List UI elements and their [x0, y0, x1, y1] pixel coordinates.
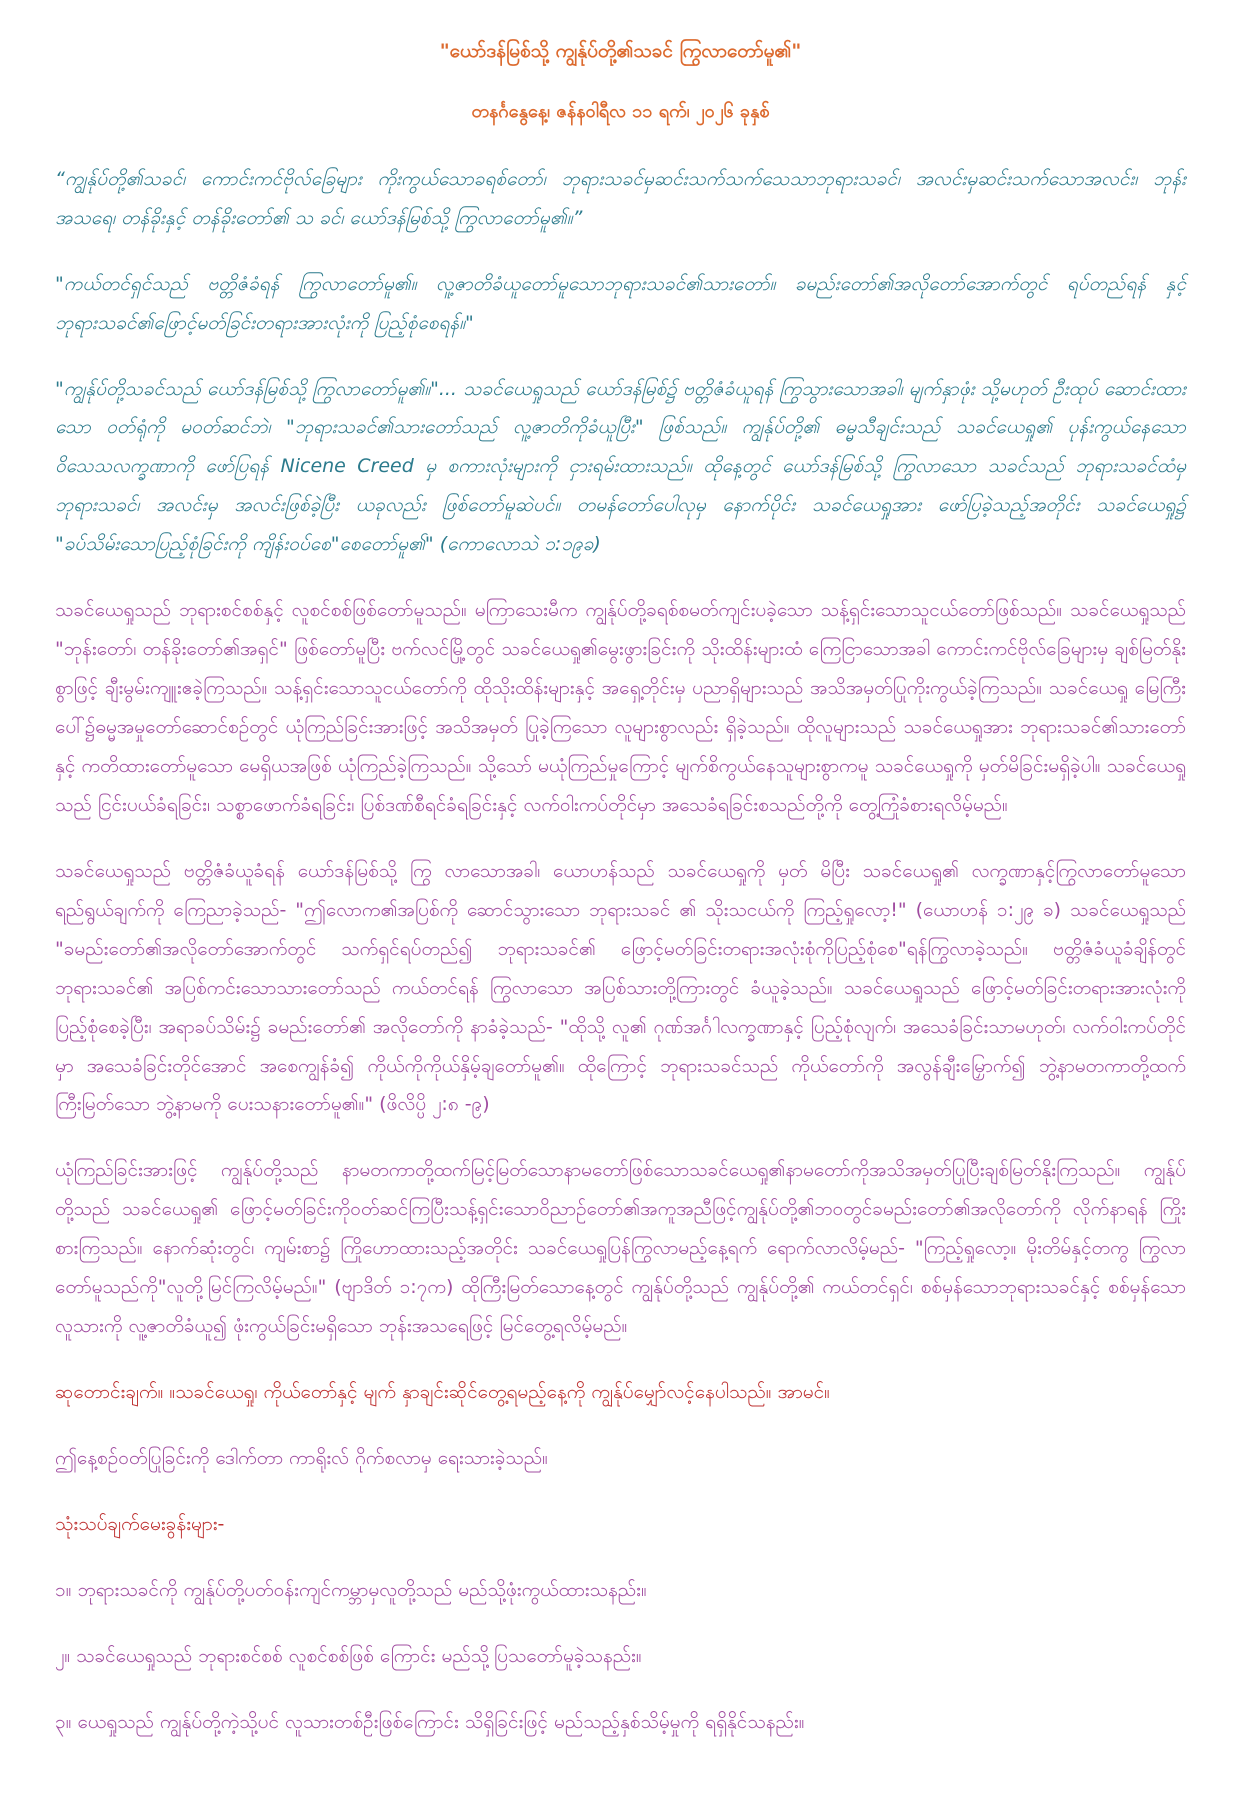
prayer-line: ဆုတောင်းချက်။ ။သခင်ယေရှု၊ ကိုယ်တော်နှင့် မျက် နှာချင်းဆိုင်တွေ့ရမည့်နေ့ကို ကျွန်ုပ်မျှော်လင့်နေပါသည်။ အာမင်။: [55, 1381, 830, 1404]
date-line: တနင်္ဂနွေနေ့၊ ဇန်နဝါရီလ ၁၁ ရက်၊ ၂၀၂၆ ခုနှစ်: [471, 100, 770, 122]
quote-paragraph: "ကယ်တင်ရှင်သည် ဗတ္တိဇံခံရန် ကြွလာတော်မူ၏။ လူ့ဇာတိခံယူတော်မူသောဘုရားသခင်၏သားတော်။ ခမည်းတော်၏အလိုတော်အောက်တွင် ရပ်တည်ရန် နှင့် ဘုရားသခင်၏ဖြောင့်မတ်ခြင်းတရားအားလုံးကို ပြည့်စုံစေရန်။": [55, 272, 1186, 334]
quote-paragraph: “ကျွန်ုပ်တို့၏သခင်၊ ကောင်းကင်ဗိုလ်ခြေများ ကိုးကွယ်သောခရစ်တော်၊ ဘုရားသခင်မှဆင်းသက်သက်သေသာဘုရားသခင်၊ အလင်းမှဆင်းသက်သောအလင်း၊ ဘုန်းအသရေ၊ တန်ခိုးနှင့် တန်ခိုးတော်၏ သ ခင်၊ ယော်ဒန်မြစ်သို့ ကြွလာတော်မူ၏။”: [55, 167, 1186, 229]
page-title: "ယော်ဒန်မြစ်သို့ ကျွန်ုပ်တို့၏သခင် ကြွလာတော်မူ၏": [439, 40, 802, 62]
body-paragraph: ယုံကြည်ခြင်းအားဖြင့် ကျွန်ုပ်တို့သည် နာမတကာတို့ထက်မြင့်မြတ်သောနာမတော်ဖြစ်သောသခင်ယေရှု၏နာမတော်ကိုအသိအမှတ်ပြုပြီးချစ်မြတ်နိုးကြသည်။ ကျွန်ုပ်တို့သည် သခင်ယေရှု၏ ဖြောင့်မတ်ခြင်းကိုဝတ်ဆင်ကြပြီးသန့်ရှင်းသောဝိညာဉ်တော်၏အကူအညီဖြင့်ကျွန်ုပ်တို့၏ဘဝတွင်ခမည်းတော်၏အလိုတော်ကို လိုက်နာရန် ကြိုး စားကြသည်။ နောက်ဆုံးတွင်၊ ကျမ်းစာ၌ ကြိုဟောထားသည့်အတိုင်း သခင်ယေရှုပြန်ကြွလာမည့်နေ့ရက် ရောက်လာလိမ့်မည်- "ကြည့်ရှုလော့။ မိုးတိမ်နှင့်တကွ ကြွလာတော်မူသည်ကို"လူတို့မြင်ကြလိမ့်မည်။" (ဗျာဒိတ် ၁:၇က) ထိုကြီးမြတ်သောနေ့တွင် ကျွန်ုပ်တို့သည် ကျွန်ုပ်တို့၏ ကယ်တင်ရှင်၊ စစ်မှန်သောဘုရားသခင်နှင့် စစ်မှန်သောလူသားကို လူ့ဇာတိခံယူ၍ ဖုံးကွယ်ခြင်းမရှိသော ဘုန်းအသရေဖြင့် မြင်တွေ့ရလိမ့်မည်။: [55, 1159, 1186, 1338]
author-line: ဤနေ့စဉ်ဝတ်ပြုခြင်းကို ဒေါက်တာ ကာရိုးလ် ဂိုက်စလာမှ ရေးသားခဲ့သည်။: [55, 1447, 548, 1470]
questions-heading: သုံးသပ်ချက်မေးခွန်းများ-: [55, 1512, 225, 1535]
body-paragraph: သခင်ယေရှုသည် ဗတ္တိဇံခံယူခံရန် ယော်ဒန်မြစ်သို့ ကြွ လာသောအခါ၊ ယောဟန်သည် သခင်ယေရှုကို မှတ် မိပြီး သခင်ယေရှု၏ လက္ခဏာနှင့်ကြွလာတော်မူသော ရည်ရွယ်ချက်ကို ကြေညာခဲ့သည်- "ဤလောက၏အပြစ်ကို ဆောင်သွားသော ဘုရားသခင် ၏ သိုးသငယ်ကို ကြည့်ရှုလော့!" (ယောဟန် ၁:၂၉ ခ) သခင်ယေရှုသည် "ခမည်းတော်၏အလိုတော်အောက်တွင် သက်ရှင်ရပ်တည်၍ ဘုရားသခင်၏ ဖြောင့်မတ်ခြင်းတရားအလုံးစုံကိုပြည့်စုံစေ"ရန်ကြွလာခဲ့သည်။ ဗတ္တိဇံခံယူခံချိန်တွင် ဘုရားသခင်၏ အပြစ်ကင်းသောသားတော်သည် ကယ်တင်ရန် ကြွလာသော အပြစ်သားတို့ကြားတွင် ခံယူခဲ့သည်။ သခင်ယေရှုသည် ဖြောင့်မတ်ခြင်းတရားအားလုံးကို ပြည့်စုံစေခဲ့ပြီး၊ အရာခပ်သိမ်း၌ ခမည်းတော်၏ အလိုတော်ကို နာခံခဲ့သည်- "ထိုသို့ လူ၏ ဂုဏ်အင်္ဂါလက္ခဏာနှင့် ပြည့်စုံလျက်၊ အသေခံခြင်းသာမဟုတ်၊ လက်ဝါးကပ်တိုင်မှာ အသေခံခြင်းတိုင်အောင် အစေကျွန်ခံ၍ ကိုယ်ကိုကိုယ်နှိမ့်ချတော်မူ၏။ ထိုကြောင့် ဘုရားသခင်သည် ကိုယ်တော်ကို အလွန်ချီးမြှောက်၍ ဘွဲ့နာမတကာတို့ထက် ကြီးမြတ်သော ဘွဲ့နာမကို ပေးသနားတော်မူ၏။" (ဖိလိပ္ပိ ၂:၈ -၉): [55, 859, 1186, 1116]
body-paragraph: သခင်ယေရှုသည် ဘုရားစင်စစ်နှင့် လူစင်စစ်ဖြစ်တော်မူသည်။ မကြာသေးမီက ကျွန်ုပ်တို့ခရစ်စမတ်ကျင်းပခဲ့သော သန့်ရှင်းသောသူငယ်တော်ဖြစ်သည်။ သခင်ယေရှုသည် "ဘုန်းတော်၊ တန်ခိုးတော်၏အရှင်" ဖြစ်တော်မူပြီး ဗက်လင်မြို့တွင် သခင်ယေရှု၏မွေးဖွားခြင်းကို သိုးထိန်းများထံ ကြေငြာသောအခါ ကောင်းကင်ဗိုလ်ခြေများမှ ချစ်မြတ်နိုးစွာဖြင့် ချီးမွမ်းကျူးဧခဲ့ကြသည်။ သန့်ရှင်းသောသူငယ်တော်ကို ထိုသိုးထိန်းများနှင့် အရှေ့တိုင်းမှ ပညာရှိများသည် အသိအမှတ်ပြုကိုးကွယ်ခဲ့ကြသည်။ သခင်ယေရှု မြေကြီးပေါ်၌ဓမ္မအမှုတော်ဆောင်စဉ်တွင် ယုံကြည်ခြင်းအားဖြင့် အသိအမှတ် ပြုခဲ့ကြသော လူများစွာလည်း ရှိခဲ့သည်။ ထိုလူများသည် သခင်ယေရှုအား ဘုရားသခင်၏သားတော်နှင့် ကတိထားတော်မူသော မေရှိယအဖြစ် ယုံကြည်ခဲ့ကြသည်။ သို့သော် မယုံကြည်မှုကြောင့် မျက်စိကွယ်နေသူများစွာကမူ သခင်ယေရှုကို မှတ်မိခြင်းမရှိခဲ့ပါ။ သခင်ယေရှုသည် ငြင်းပယ်ခံရခြင်း၊ သစ္စာဖောက်ခံရခြင်း၊ ပြစ်ဒဏ်စီရင်ခံရခြင်းနှင့် လက်ဝါးကပ်တိုင်မှာ အသေခံရခြင်းစသည်တို့ကို တွေ့ကြုံခံစားရလိမ့်မည်။: [55, 599, 1186, 816]
question-item: ၁။ ဘုရားသခင်ကို ကျွန်ုပ်တို့ပတ်ဝန်းကျင်ကမ္ဘာမှလူတို့သည် မည်သို့ဖုံးကွယ်ထားသနည်း။: [55, 1578, 647, 1601]
question-item: ၃။ ယေရှုသည် ကျွန်ုပ်တို့ကဲ့သို့ပင် လူသားတစ်ဦးဖြစ်ကြောင်း သိရှိခြင်းဖြင့် မည်သည့်နှစ်သိမ့်မှုကို ရရှိနိုင်သနည်း။: [55, 1710, 805, 1733]
question-item: ၂။ သခင်ယေရှုသည် ဘုရားစင်စစ် လူစင်စစ်ဖြစ် ကြောင်း မည်သို့ပြသတော်မူခဲ့သနည်း။: [55, 1644, 642, 1667]
quote-paragraph: "ကျွန်ုပ်တို့သခင်သည် ယော်ဒန်မြစ်သို့ ကြွလာတော်မူ၏။"... သခင်ယေရှုသည် ယော်ဒန်မြစ်၌ ဗတ္တိဇံခံယူရန် ကြွသွားသောအခါ၊ မျက်နှာဖုံး သို့မဟုတ် ဦးထုပ် ဆောင်းထားသော ဝတ်ရုံကို မဝတ်ဆင်ဘဲ၊ "ဘုရားသခင်၏သားတော်သည် လူ့ဇာတိကိုခံယူပြီး" ဖြစ်သည်။ ကျွန်ုပ်တို့၏ ဓမ္မသီချင်းသည် သခင်ယေရှု၏ ပုန်းကွယ်နေသော ဝိသေသလက္ခဏာကို ဖော်ပြရန် Nicene Creed မှ စကားလုံးများကို ငှားရမ်းထားသည်။ ထိုနေ့တွင် ယော်ဒန်မြစ်သို့ ကြွလာသော သခင်သည် ဘုရားသခင်ထံမှ ဘုရားသခင်၊ အလင်းမှ အလင်းဖြစ်ခဲ့ပြီး ယခုလည်း ဖြစ်တော်မူဆဲပင်။ တမန်တော်ပေါလုမှ နောက်ပိုင်း သခင်ယေရှုအား ဖော်ပြခဲ့သည့်အတိုင်း သခင်ယေရှု၌ "ခပ်သိမ်းသောပြည့်စုံခြင်းကို ကျိန်းဝပ်စေ"စေတော်မူ၏" (ကောလောသဲ ၁:၁၉ခ): [55, 377, 1186, 556]
